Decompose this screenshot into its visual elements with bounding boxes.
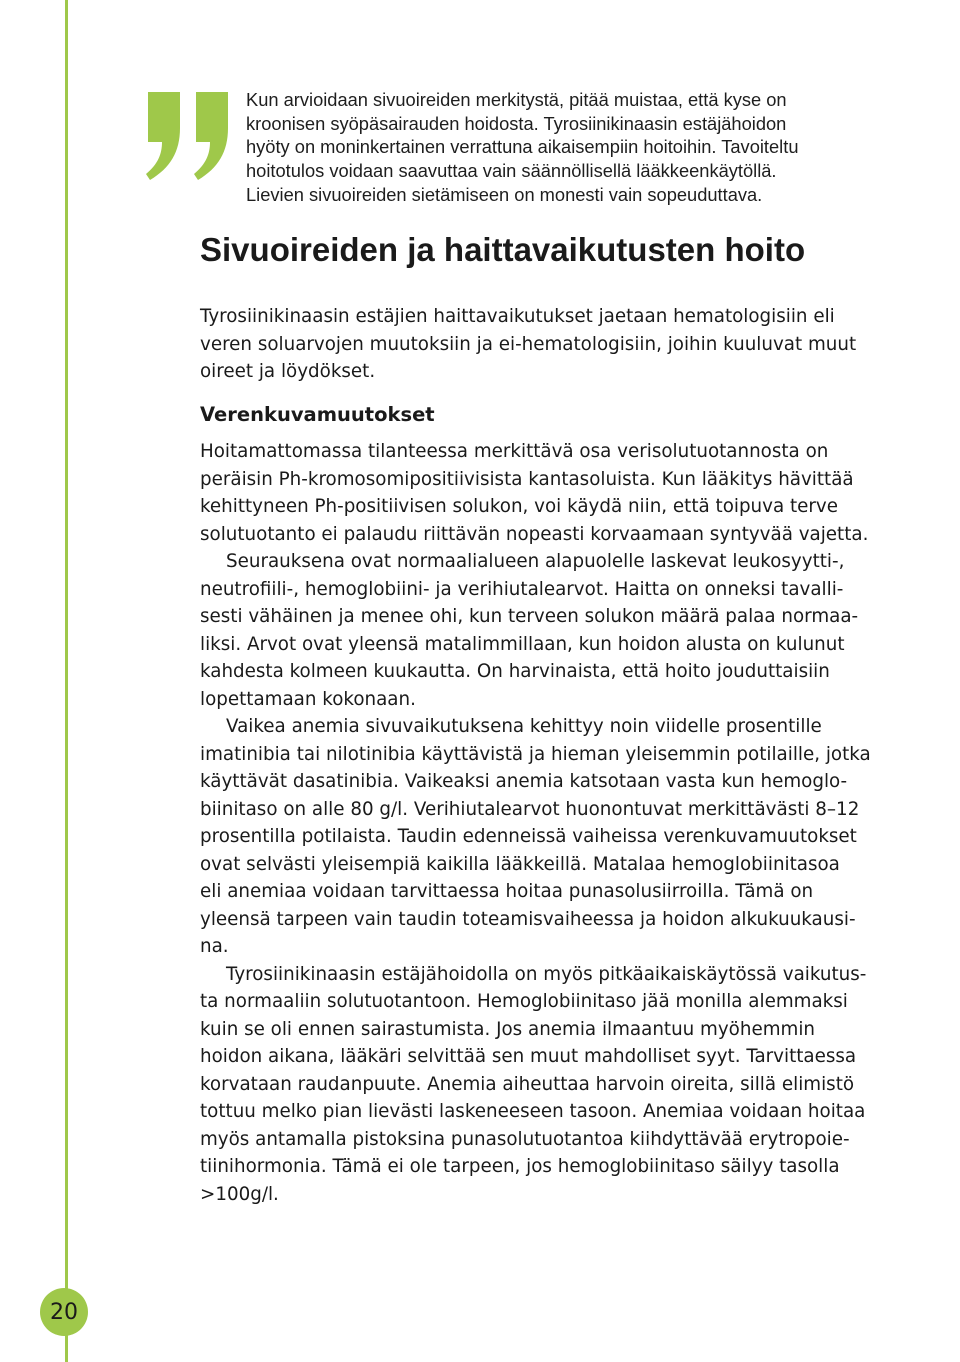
body-line: na. xyxy=(200,936,229,957)
body-line: Hoitamattomassa tilanteessa merkittävä osa verisolutuotannosta on xyxy=(200,441,829,462)
body-line: kahdesta kolmeen kuukautta. On harvinaista, että hoito jouduttaisiin xyxy=(200,661,830,682)
body-line: korvataan raudanpuute. Anemia aiheuttaa harvoin oireita, sillä elimistö xyxy=(200,1073,855,1095)
body-line: hoidon aikana, lääkäri selvittää sen muut mahdolliset syyt. Tarvittaessa xyxy=(200,1046,857,1067)
closing-quote-icon xyxy=(140,80,240,190)
body-line: käyttävät dasatinibia. Vaikeaksi anemia katsotaan vasta kun hemoglo- xyxy=(200,771,848,792)
page-number-badge xyxy=(40,1288,88,1336)
body-text xyxy=(200,438,900,1208)
body-line: Seurauksena ovat normaalialueen alapuolelle laskevat leukosyytti-, xyxy=(226,551,845,572)
pullquote-line: hoitotulos voidaan saavuttaa vain säännöllisellä lääkkeenkäytöllä. xyxy=(246,160,777,182)
body-line: kehittyneen Ph-positiivisen solukon, voi käydä niin, että toipuva terve xyxy=(200,496,838,517)
intro-line: Tyrosiinikinaasin estäjien haittavaikutukset jaetaan hematologisiin eli xyxy=(200,306,835,327)
body-line: Vaikea anemia sivuvaikutuksena kehittyy noin viidelle prosentille xyxy=(226,716,822,737)
body-line: myös antamalla pistoksina punasolutuotantoa kiihdyttävää erytropoie- xyxy=(200,1128,850,1150)
body-line: lopettamaan kokonaan. xyxy=(200,688,416,710)
intro-line: oireet ja löydökset. xyxy=(200,361,376,382)
body-line: biinitaso on alle 80 g/l. Verihiutalearvot huonontuvat merkittävästi 8–12 xyxy=(200,798,860,820)
pullquote xyxy=(246,88,846,207)
pullquote-line: hyöty on moninkertainen verrattuna aikaisempiin hoitoihin. Tavoiteltu xyxy=(246,136,799,158)
body-line: >100g/l. xyxy=(200,1183,279,1205)
page-number: 20 xyxy=(50,1299,78,1325)
body-paragraph-3 xyxy=(200,713,900,961)
body-line: Tyrosiinikinaasin estäjähoidolla on myös pitkäaikaiskäytössä vaikutus- xyxy=(226,963,867,985)
pullquote-line: Kun arvioidaan sivuoireiden merkitystä, pitää muistaa, että kyse on xyxy=(246,89,787,110)
body-line: liksi. Arvot ovat yleensä matalimmillaan, kun hoidon alusta on kulunut xyxy=(200,633,845,655)
body-line: sesti vähäinen ja menee ohi, kun terveen solukon määrä palaa normaa- xyxy=(200,606,859,627)
margin-rule xyxy=(65,0,68,1362)
body-line: ovat selvästi yleisempiä kaikilla lääkkeillä. Matalaa hemoglobiinitasoa xyxy=(200,853,840,875)
body-line: solutuotanto ei palaudu riittävän nopeasti korvaamaan syntyvää vajetta. xyxy=(200,523,869,545)
body-line: neutrofiili-, hemoglobiini- ja verihiutalearvot. Haitta on onneksi tavalli- xyxy=(200,578,844,600)
pullquote-line: kroonisen syöpäsairauden hoidosta. Tyrosiinikinaasin estäjähoidon xyxy=(246,112,787,134)
body-paragraph-2 xyxy=(200,548,900,713)
body-line: tiinihormonia. Tämä ei ole tarpeen, jos hemoglobiinitaso säilyy tasolla xyxy=(200,1156,840,1177)
body-line: tottuu melko pian lievästi laskeneeseen tasoon. Anemiaa voidaan hoitaa xyxy=(200,1101,866,1122)
body-line: peräisin Ph-kromosomipositiivisista kantasoluista. Kun lääkitys hävittää xyxy=(200,468,854,490)
body-line: yleensä tarpeen vain taudin toteamisvaiheessa ja hoidon alkukuukausi- xyxy=(200,908,856,930)
body-line: ta normaaliin solutuotantoon. Hemoglobiinitaso jää monilla alemmaksi xyxy=(200,991,848,1012)
intro-paragraph xyxy=(200,303,900,386)
subheading: Verenkuvamuutokset xyxy=(200,403,435,426)
pullquote-line: Lievien sivuoireiden sietämiseen on monesti vain sopeuduttava. xyxy=(246,183,763,205)
body-line: eli anemiaa voidaan tarvittaessa hoitaa punasolusiirroilla. Tämä on xyxy=(200,881,814,902)
body-paragraph-1 xyxy=(200,438,900,548)
body-line: kuin se oli ennen sairastumista. Jos anemia ilmaantuu myöhemmin xyxy=(200,1018,815,1040)
section-title: Sivuoireiden ja haittavaikutusten hoito xyxy=(200,231,806,268)
body-paragraph-4 xyxy=(200,961,900,1209)
intro-line: veren soluarvojen muutoksiin ja ei-hematologisiin, joihin kuuluvat muut xyxy=(200,333,857,355)
body-line: prosentilla potilaista. Taudin edenneissä vaiheissa verenkuvamuutokset xyxy=(200,826,857,847)
body-line: imatinibia tai nilotinibia käyttävistä ja hieman yleisemmin potilaille, jotka xyxy=(200,743,871,765)
